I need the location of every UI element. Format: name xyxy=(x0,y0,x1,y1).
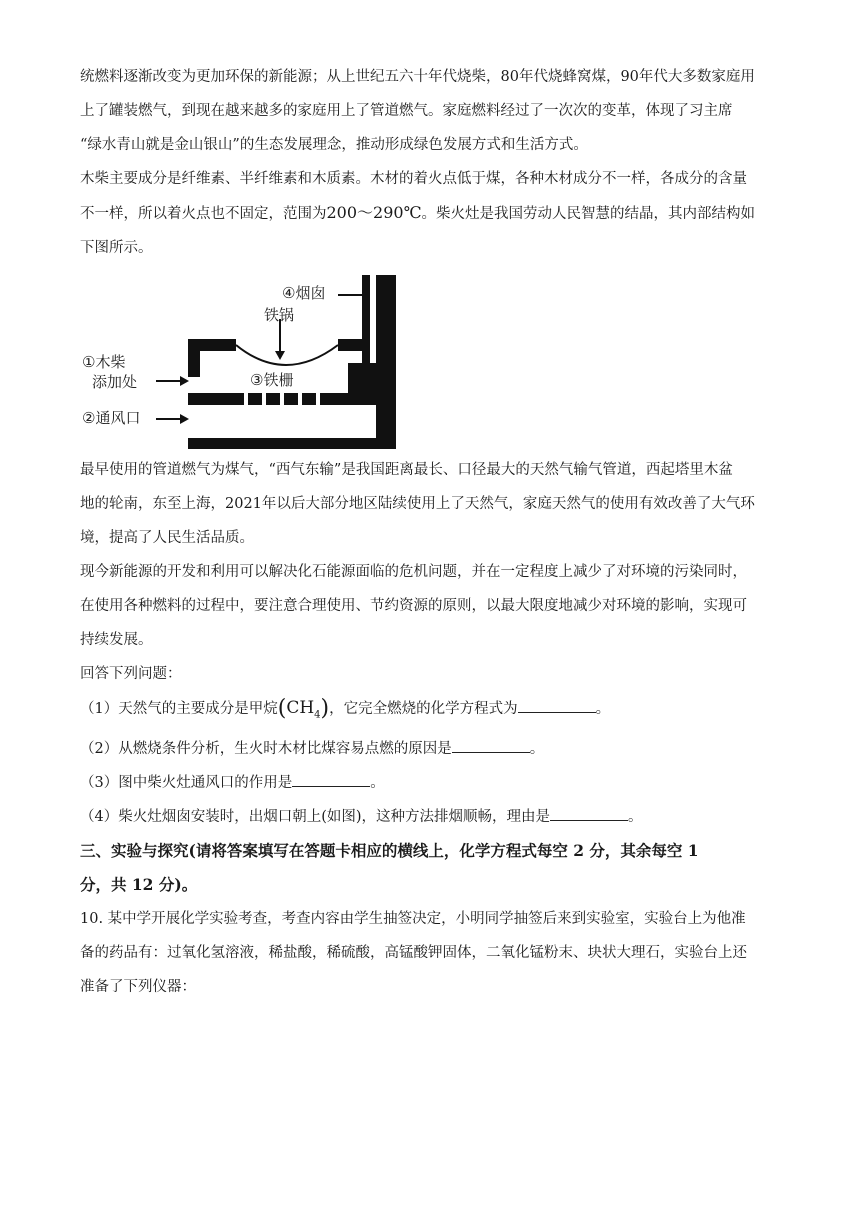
document-page xyxy=(80,60,790,1004)
grate-left-bar xyxy=(188,393,244,405)
question-3 xyxy=(80,766,790,800)
grate-bar-1 xyxy=(248,393,262,405)
stove-diagram xyxy=(80,267,790,449)
section-3-heading-line-1: 三、实验与探究(请将答案填写在答题卡相应的横线上，化学方程式每空 2 分，其余每空 1 xyxy=(80,841,699,861)
grate-label: ③铁栅 xyxy=(250,371,294,389)
question-2-text: （2）从燃烧条件分析，生火时木材比煤容易点燃的原因是 xyxy=(80,741,452,758)
question-2 xyxy=(80,732,790,766)
intro-line-1: 统燃料逐渐改变为更加环保的新能源；从上世纪五六十年代烧柴，80年代烧蜂窝煤，90年代大多数家庭用 xyxy=(80,69,755,85)
grate-bar-3 xyxy=(284,393,298,405)
paren-close: ) xyxy=(320,696,330,721)
wood-para-line-3: 下图所示。 xyxy=(80,240,153,256)
intro-line-2: 上了罐装燃气，到现在越来越多的家庭用上了管道燃气。家庭燃料经过了一次次的变革，体现了习主席 xyxy=(80,103,733,119)
paren-open: ( xyxy=(277,696,287,721)
intro-line-3: “绿水青山就是金山银山”的生态发展理念，推动形成绿色发展方式和生活方式。 xyxy=(80,137,588,153)
answer-blank-4[interactable] xyxy=(550,806,628,821)
wood-para-text-a: 不一样，所以着火点也不固定，范围为 xyxy=(80,206,327,222)
methane-formula xyxy=(286,698,321,721)
chimney-label: ④烟囱 xyxy=(282,284,326,302)
energy-para-line-1: 现今新能源的开发和利用可以解决化石能源面临的危机问题，并在一定程度上减少了对环境的污染同时， xyxy=(80,564,747,580)
grate-bar-2 xyxy=(266,393,280,405)
grate-bar-4 xyxy=(302,393,316,405)
pot-label: 铁锅 xyxy=(264,306,295,324)
stove-top-right-wall xyxy=(338,339,370,351)
answer-blank-3[interactable] xyxy=(292,772,370,787)
question-4-end: 。 xyxy=(628,809,643,826)
vent-arrowhead xyxy=(180,414,189,424)
answer-blank-2[interactable] xyxy=(452,738,530,753)
grate-right-bar xyxy=(320,393,376,405)
question-1 xyxy=(80,691,790,732)
wood-inlet-arrowhead xyxy=(180,376,189,386)
answer-blank-1[interactable] xyxy=(518,698,596,713)
question-4 xyxy=(80,800,790,834)
stove-base xyxy=(188,438,396,449)
stove-right-block xyxy=(348,363,376,393)
stove-top-left-wall xyxy=(188,339,236,351)
chimney-outer-wall xyxy=(376,275,396,449)
energy-para-line-3: 持续发展。 xyxy=(80,632,153,648)
ignition-range: 200～290℃ xyxy=(326,203,422,222)
question-4-text: （4）柴火灶烟囱安装时，出烟口朝上(如图)，这种方法排烟顺畅，理由是 xyxy=(80,809,551,826)
methane-formula-main: CH xyxy=(286,698,315,718)
wood-para-line-2 xyxy=(80,196,790,231)
energy-para-line-2: 在使用各种燃料的过程中，要注意合理使用、节约资源的原则，以最大限度地减少对环境的影响，实现可 xyxy=(80,598,747,614)
question-1-text: （1）天然气的主要成分是甲烷 xyxy=(80,701,278,717)
question-1-text-b: ，它完全燃烧的化学方程式为 xyxy=(329,701,518,717)
gas-para-line-2: 地的轮南，东至上海，2021年以后大部分地区陆续使用上了天然气，家庭天然气的使用有效改善了大气环 xyxy=(80,496,755,512)
section-3-heading-line-2: 分，共 12 分)。 xyxy=(80,875,198,895)
question-3-end: 。 xyxy=(370,775,385,792)
question-3-text: （3）图中柴火灶通风口的作用是 xyxy=(80,775,293,792)
question-10-line-1: 10. 某中学开展化学实验考查，考查内容由学生抽签决定，小明同学抽签后来到实验室，实验台上为他准 xyxy=(80,911,746,928)
question-10-line-3: 准备了下列仪器： xyxy=(80,979,196,996)
vent-label: ②通风口 xyxy=(82,409,141,427)
wood-inlet-label-2: 添加处 xyxy=(92,373,138,391)
methane-formula-sub: 4 xyxy=(314,709,321,721)
question-10-line-2: 备的药品有：过氧化氢溶液，稀盐酸，稀硫酸，高锰酸钾固体，二氧化锰粉末、块状大理石，实验台上还 xyxy=(80,945,747,962)
pot-arrowhead xyxy=(275,351,285,360)
chimney-inner-wall xyxy=(362,275,370,377)
iron-pot-curve xyxy=(236,345,338,365)
wood-inlet-label-1: ①木柴 xyxy=(82,353,126,371)
wood-para-line-1: 木柴主要成分是纤维素、半纤维素和木质素。木材的着火点低于煤，各种木材成分不一样，各成分的含量 xyxy=(80,171,747,187)
gas-para-line-1: 最早使用的管道燃气为煤气，“西气东输”是我国距离最长、口径最大的天然气输气管道，西起塔里木盆 xyxy=(80,462,733,478)
question-2-end: 。 xyxy=(529,741,545,758)
gas-para-line-3: 境，提高了人民生活品质。 xyxy=(80,530,254,546)
answer-prompt: 回答下列问题： xyxy=(80,666,182,682)
wood-para-text-b: 。柴火灶是我国劳动人民智慧的结晶，其内部结构如 xyxy=(421,206,755,222)
question-1-end: 。 xyxy=(595,701,611,717)
